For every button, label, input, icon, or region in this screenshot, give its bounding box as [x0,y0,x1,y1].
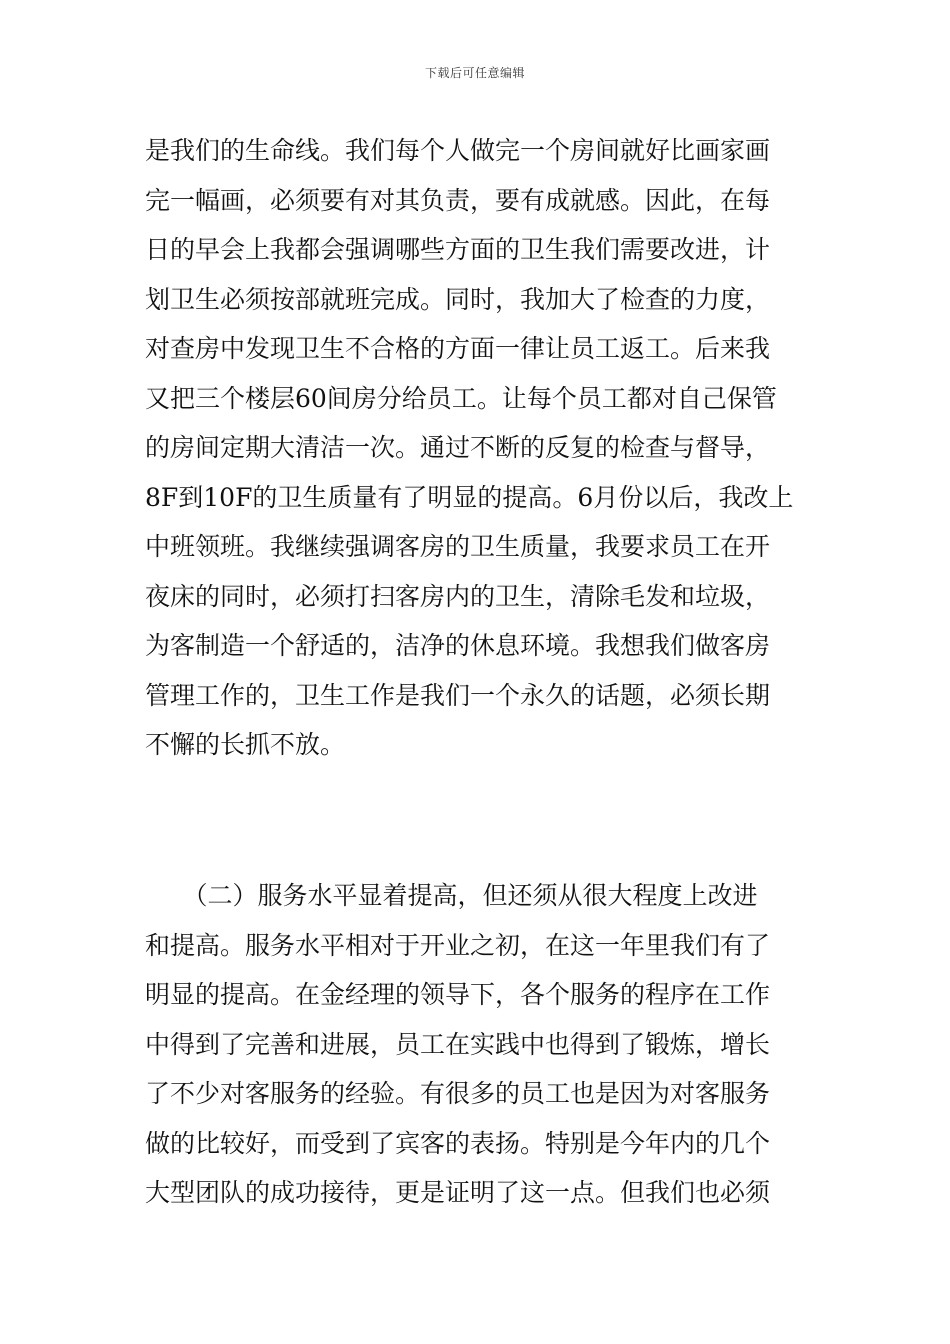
text-line: 中得到了完善和进展，员工在实践中也得到了锻炼，增长 [145,1029,771,1059]
text-line: 了不少对客服务的经验。有很多的员工也是因为对客服务 [145,1079,771,1108]
text-line: 不懈的长抓不放。 [145,730,346,759]
text-line: 管理工作的，卫生工作是我们一个永久的话题，必须长期 [145,680,771,710]
text-line: 中班领班。我继续强调客房的卫生质量，我要求员工在开 [145,532,771,561]
text-line: 又把三个楼层60间房分给员工。让每个员工都对自己保管 [145,383,777,413]
text-line: 划卫生必须按部就班完成。同时，我加大了检查的力度， [145,284,771,314]
text-line: 大型团队的成功接待，更是证明了这一点。但我们也必须 [145,1178,771,1207]
text-line: 和提高。服务水平相对于开业之初，在这一年里我们有了 [145,930,771,960]
text-line: 8F到10F的卫生质量有了明显的提高。6月份以后，我改上 [145,482,794,512]
text-line: 夜床的同时，必须打扫客房内的卫生，清除毛发和垃圾， [145,581,771,611]
text-line: （二）服务水平显着提高，但还须从很大程度上改进 [145,881,758,910]
text-line: 完一幅画，必须要有对其负责，要有成就感。因此，在每 [145,185,771,215]
text-line: 明显的提高。在金经理的领导下，各个服务的程序在工作 [145,980,771,1009]
paragraph-service-level [145,871,835,1218]
text-line: 为客制造一个舒适的，洁净的休息环境。我想我们做客房 [145,631,771,660]
text-line: 日的早会上我都会强调哪些方面的卫生我们需要改进，计 [145,235,771,264]
text-line: 是我们的生命线。我们每个人做完一个房间就好比画家画 [145,136,771,165]
text-line: 做的比较好，而受到了宾客的表扬。特别是今年内的几个 [145,1128,771,1158]
page-header-note: 下载后可任意编辑 [424,66,525,80]
text-line: 对查房中发现卫生不合格的方面一律让员工返工。后来我 [145,334,771,363]
paragraph-hygiene [145,126,835,770]
text-line: 的房间定期大清洁一次。通过不断的反复的检查与督导， [145,433,771,462]
